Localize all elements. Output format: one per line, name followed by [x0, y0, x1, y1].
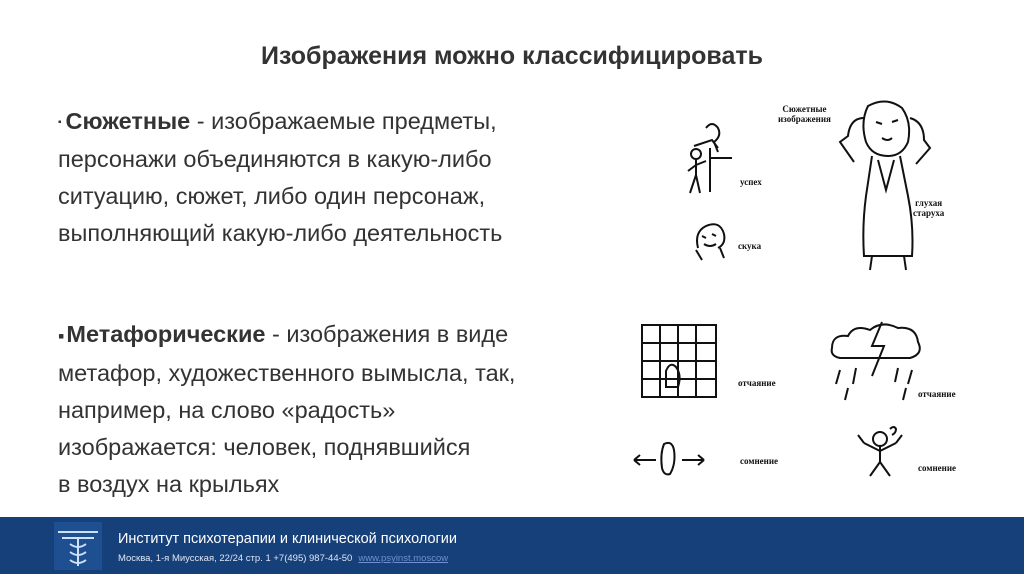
footer-contacts [118, 553, 448, 564]
bullet-metaphoric [58, 316, 618, 503]
term-metaphoric: Метафорические [66, 321, 266, 347]
term-plot: Сюжетные [65, 108, 191, 134]
text-line: персонажи объединяются в какую-либо [58, 146, 492, 173]
footer-address: Москва, 1-я Миусская, 22/24 стр. 1 +7(495) 987-44-50 [118, 553, 353, 564]
text-segment: - изображаемые предметы, [190, 108, 497, 134]
text-line: изображается: человек, поднявшийся [58, 434, 471, 460]
caption-plot-images [778, 104, 831, 124]
caption-plot-line-1: Сюжетные [782, 104, 827, 114]
caption-doubt-1: сомнение [740, 456, 778, 466]
bullet-marker: ▪ [58, 326, 65, 346]
text-line: выполняющий какую-либо деятельность [58, 220, 503, 247]
caption-old-woman-line-2: старуха [913, 208, 945, 218]
bullet-metaphoric-line-1 [58, 316, 618, 355]
institute-logo-icon [54, 522, 102, 570]
success-figure-drawing [672, 118, 742, 198]
slide-title: Изображения можно классифицировать [261, 42, 763, 70]
doubt-figure-drawing [850, 425, 910, 480]
storm-cloud-drawing [826, 318, 926, 408]
caption-old-woman [913, 198, 944, 218]
text-line: ситуацию, сюжет, либо один персонаж, [58, 183, 486, 210]
caption-doubt-2: сомнение [918, 463, 956, 473]
text-segment: - изображения в виде [265, 321, 509, 347]
cage-grid-drawing [640, 323, 720, 401]
caption-plot-line-2: изображения [778, 114, 831, 124]
old-woman-drawing [838, 98, 933, 273]
text-line: например, на слово «радость» [58, 397, 396, 423]
doubt-figure-arrows-drawing [630, 438, 710, 478]
caption-old-woman-line-1: глухая [915, 198, 943, 208]
bullet-plot-line-1 [58, 103, 618, 141]
footer-bar [0, 517, 1024, 574]
caption-success: успех [740, 177, 762, 187]
bullet-plot [58, 103, 618, 252]
footer-website-link[interactable]: www.psyinst.moscow [358, 553, 449, 564]
text-line: метафор, художественного вымысла, так, [58, 360, 516, 386]
boredom-face-drawing [690, 218, 730, 262]
text-line: в воздух на крыльях [58, 471, 280, 497]
bullet-marker: ▪ [58, 117, 62, 129]
caption-despair-1: отчаяние [738, 378, 776, 388]
footer-institute-name: Институт психотерапии и клинической психологии [118, 531, 458, 547]
caption-despair-2: отчаяние [918, 389, 956, 399]
caption-boredom: скука [738, 241, 762, 251]
